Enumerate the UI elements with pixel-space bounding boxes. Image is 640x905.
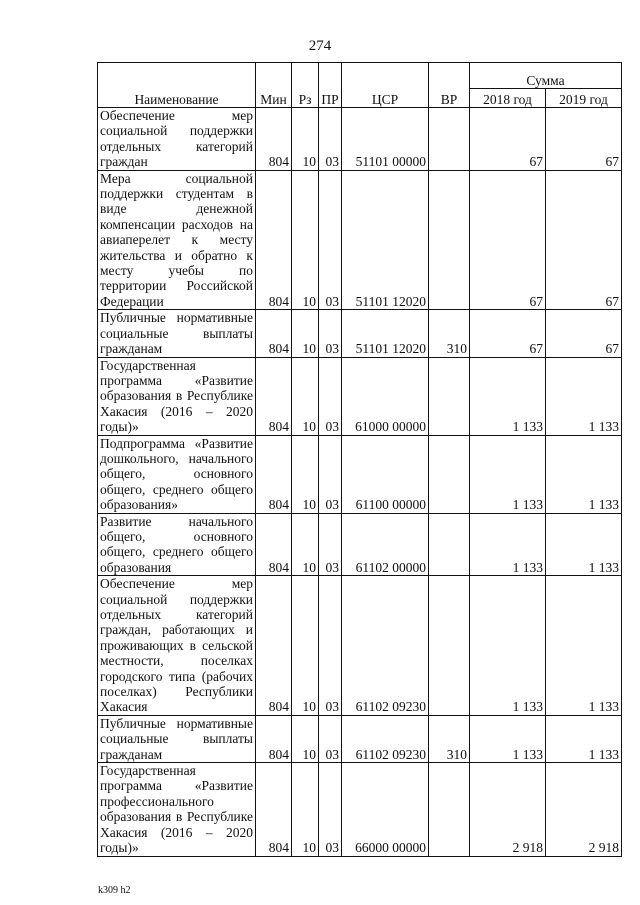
row-rz: 10	[292, 108, 319, 171]
row-pr: 03	[319, 513, 342, 576]
footer-code: k309 h2	[98, 885, 131, 896]
row-vr	[429, 108, 470, 171]
row-sum-2019: 2 918	[546, 763, 622, 856]
row-name: Государственная программа «Развитие профессионального образования в Республике Хакасия (2016 – 2020 годы)»	[98, 763, 256, 856]
header-vr: ВР	[429, 63, 470, 108]
header-csr: ЦСР	[342, 63, 429, 108]
row-vr: 310	[429, 715, 470, 762]
row-min: 804	[256, 513, 292, 576]
row-sum-2018: 1 133	[470, 715, 546, 762]
table-row	[98, 310, 622, 357]
row-name: Публичные нормативные социальные выплаты гражданам	[98, 715, 256, 762]
row-pr: 03	[319, 357, 342, 435]
table-body	[98, 108, 622, 857]
row-sum-2019: 1 133	[546, 357, 622, 435]
budget-table	[97, 62, 622, 857]
header-min: Мин	[256, 63, 292, 108]
row-csr: 51101 12020	[342, 170, 429, 310]
header-pr: ПР	[319, 63, 342, 108]
row-csr: 61000 00000	[342, 357, 429, 435]
page-number: 274	[308, 38, 332, 54]
row-pr: 03	[319, 310, 342, 357]
row-min: 804	[256, 310, 292, 357]
header-sum: Сумма	[470, 63, 622, 89]
row-name: Обеспечение мер социальной поддержки отдельных категорий граждан, работающих и проживающих в сельской местности, поселках городского типа (рабочих поселках) Республики Хакасия	[98, 576, 256, 716]
row-sum-2018: 1 133	[470, 513, 546, 576]
row-csr: 51101 12020	[342, 310, 429, 357]
row-sum-2018: 1 133	[470, 357, 546, 435]
row-name: Развитие начального общего, основного общего, среднего общего образования	[98, 513, 256, 576]
row-min: 804	[256, 108, 292, 171]
row-rz: 10	[292, 513, 319, 576]
table-row	[98, 763, 622, 856]
row-vr	[429, 763, 470, 856]
table-row	[98, 357, 622, 435]
row-rz: 10	[292, 576, 319, 716]
row-csr: 61102 09230	[342, 715, 429, 762]
row-pr: 03	[319, 763, 342, 856]
header-year-2019: 2019 год	[546, 89, 622, 108]
row-vr	[429, 170, 470, 310]
table-row	[98, 170, 622, 310]
row-rz: 10	[292, 357, 319, 435]
row-min: 804	[256, 715, 292, 762]
row-sum-2018: 1 133	[470, 576, 546, 716]
row-name: Государственная программа «Развитие образования в Республике Хакасия (2016 – 2020 годы)»	[98, 357, 256, 435]
row-min: 804	[256, 357, 292, 435]
row-pr: 03	[319, 715, 342, 762]
table-row	[98, 513, 622, 576]
row-sum-2019: 1 133	[546, 435, 622, 513]
row-rz: 10	[292, 435, 319, 513]
row-rz: 10	[292, 170, 319, 310]
row-csr: 51101 00000	[342, 108, 429, 171]
row-min: 804	[256, 763, 292, 856]
row-pr: 03	[319, 435, 342, 513]
table-row	[98, 108, 622, 171]
row-rz: 10	[292, 763, 319, 856]
row-pr: 03	[319, 108, 342, 171]
table-row	[98, 715, 622, 762]
row-sum-2018: 67	[470, 108, 546, 171]
row-min: 804	[256, 170, 292, 310]
row-csr: 66000 00000	[342, 763, 429, 856]
header-name: Наименование	[98, 63, 256, 108]
row-sum-2019: 1 133	[546, 576, 622, 716]
row-csr: 61102 09230	[342, 576, 429, 716]
row-sum-2019: 1 133	[546, 513, 622, 576]
row-name: Публичные нормативные социальные выплаты гражданам	[98, 310, 256, 357]
row-sum-2018: 67	[470, 310, 546, 357]
row-sum-2019: 1 133	[546, 715, 622, 762]
row-vr	[429, 576, 470, 716]
row-csr: 61102 00000	[342, 513, 429, 576]
row-vr	[429, 357, 470, 435]
row-min: 804	[256, 576, 292, 716]
row-sum-2019: 67	[546, 310, 622, 357]
row-vr: 310	[429, 310, 470, 357]
row-vr	[429, 513, 470, 576]
header-year-2018: 2018 год	[470, 89, 546, 108]
row-name: Обеспечение мер социальной поддержки отдельных категорий граждан	[98, 108, 256, 171]
row-pr: 03	[319, 170, 342, 310]
row-rz: 10	[292, 310, 319, 357]
table-row	[98, 435, 622, 513]
row-sum-2018: 67	[470, 170, 546, 310]
row-sum-2019: 67	[546, 108, 622, 171]
table-row	[98, 576, 622, 716]
row-pr: 03	[319, 576, 342, 716]
row-rz: 10	[292, 715, 319, 762]
row-name: Мера социальной поддержки студентам в виде денежной компенсации расходов на авиаперелет к месту жительства и обратно к месту учебы по территории Российской Федерации	[98, 170, 256, 310]
row-sum-2018: 1 133	[470, 435, 546, 513]
row-min: 804	[256, 435, 292, 513]
row-name: Подпрограмма «Развитие дошкольного, начального общего, основного общего, среднего общего образования»	[98, 435, 256, 513]
row-sum-2018: 2 918	[470, 763, 546, 856]
row-csr: 61100 00000	[342, 435, 429, 513]
row-sum-2019: 67	[546, 170, 622, 310]
header-rz: Рз	[292, 63, 319, 108]
row-vr	[429, 435, 470, 513]
